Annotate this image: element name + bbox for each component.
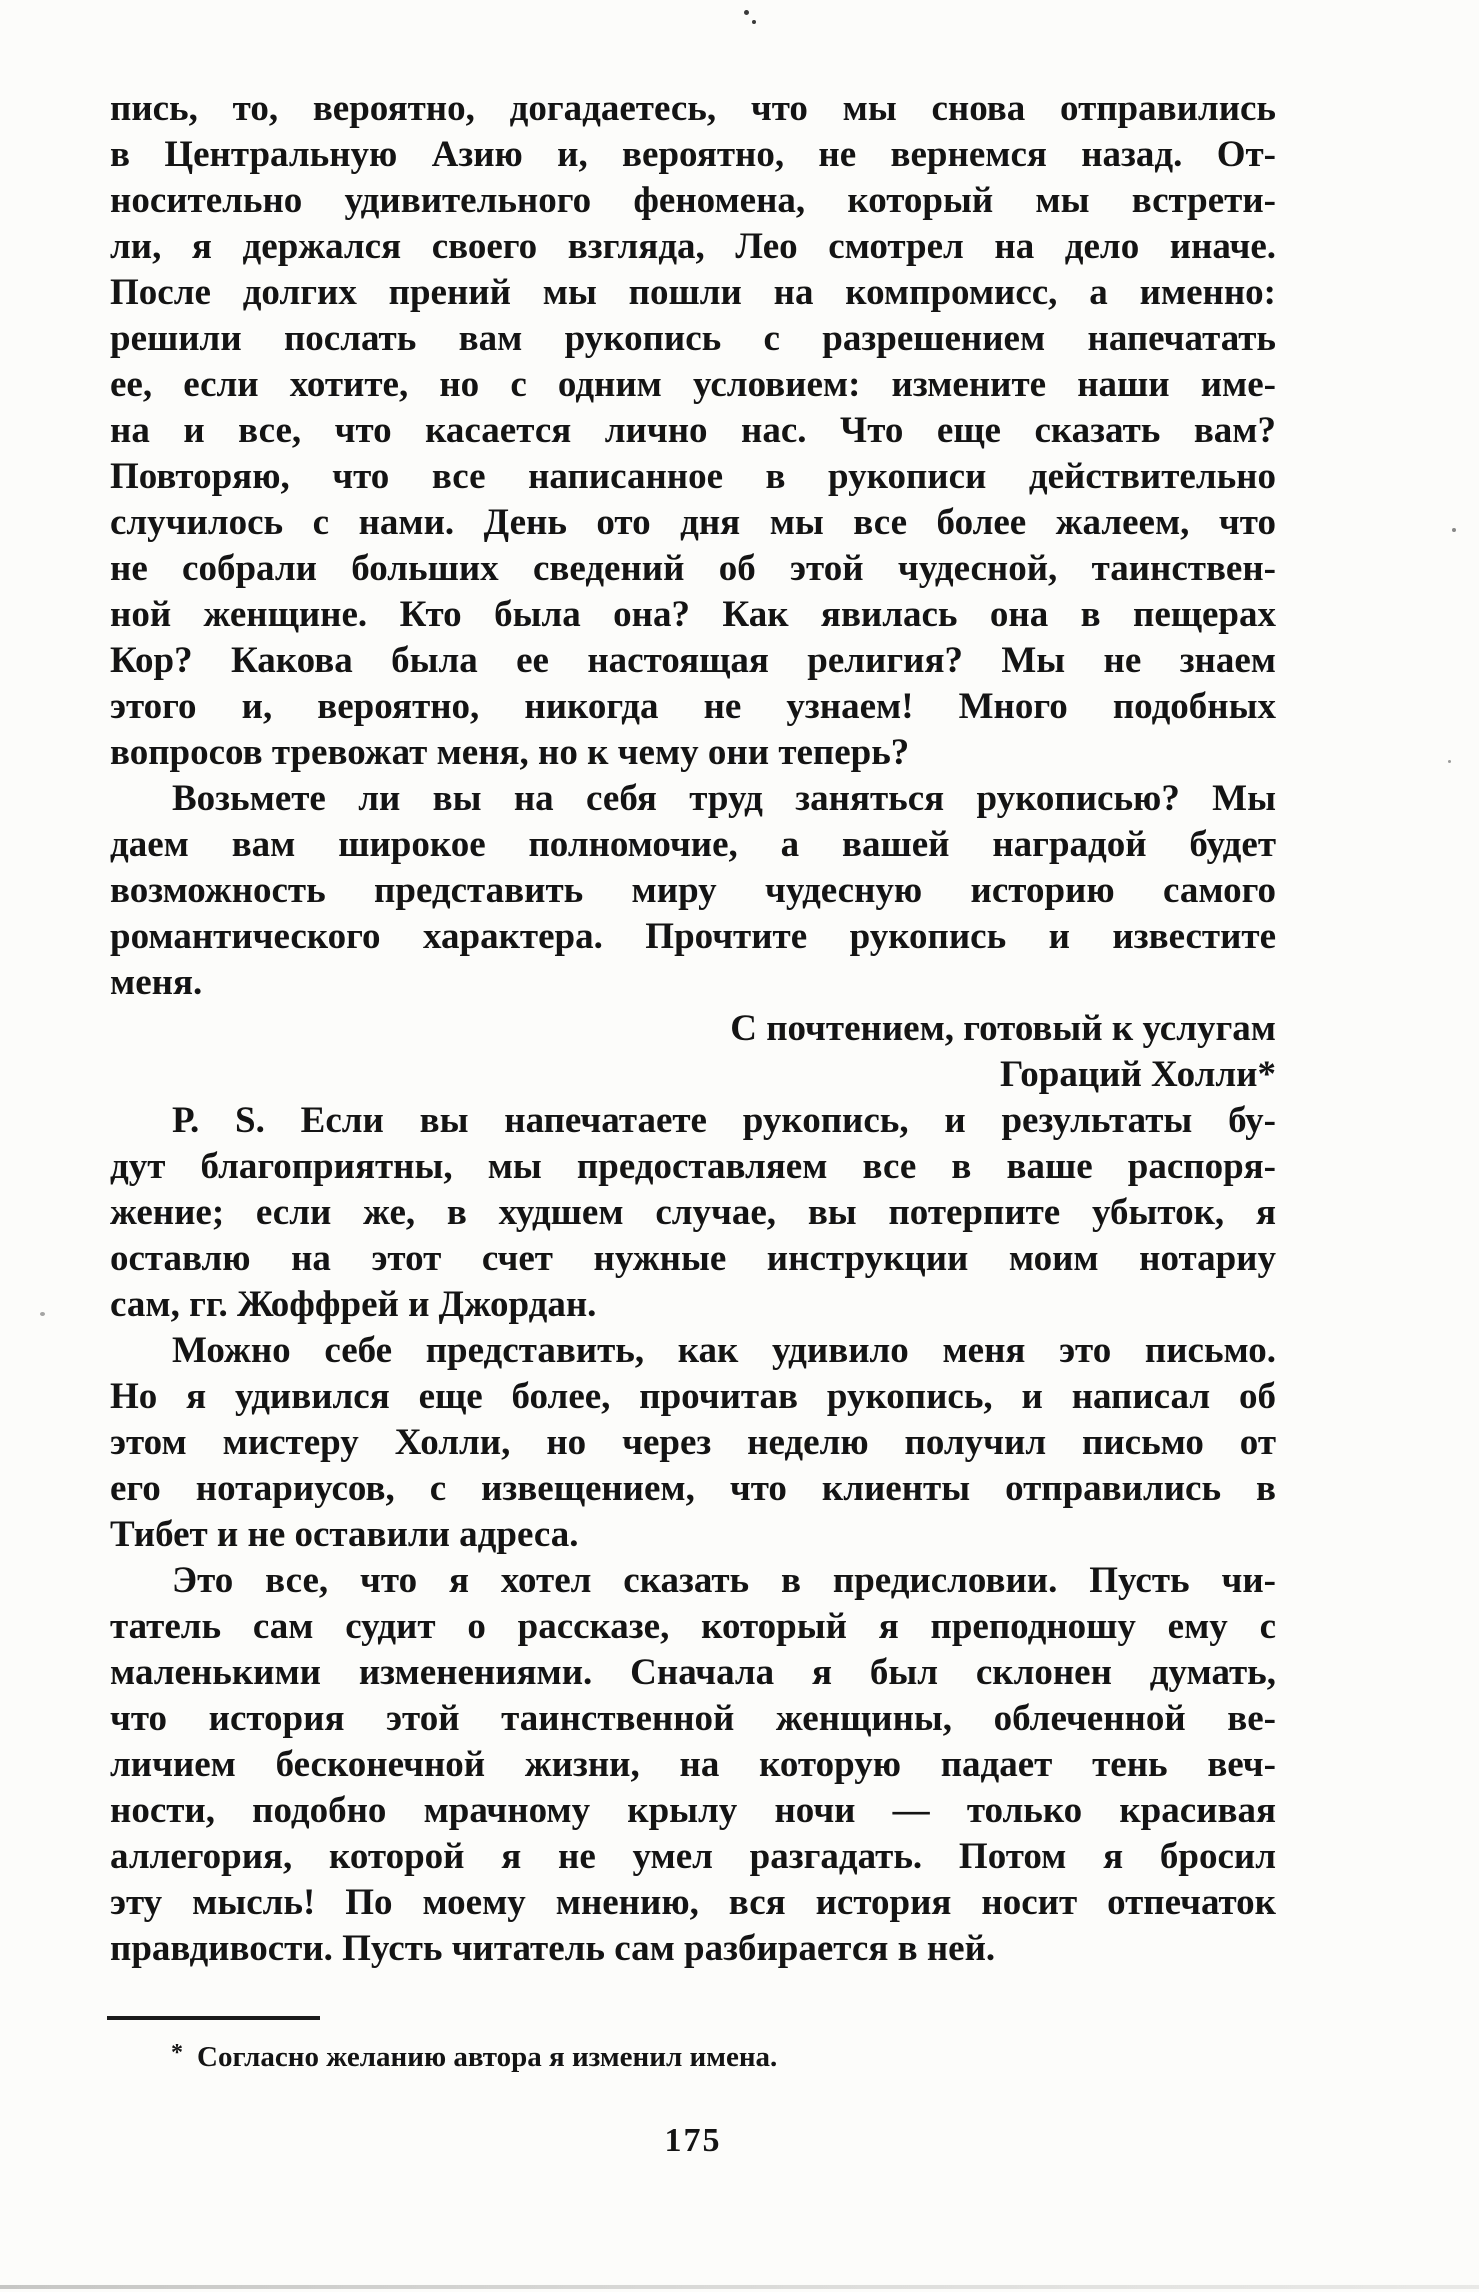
text-line: ности, подобно мрачному крылу ночи — только красивая (110, 1790, 1276, 1831)
text-line: Кор? Какова была ее настоящая религия? Мы не знаем (110, 640, 1276, 681)
text-line: возможность представить миру чудесную историю самого (110, 870, 1276, 911)
text-line: на и все, что касается лично нас. Что еще сказать вам? (110, 410, 1276, 451)
scan-speck (40, 1312, 45, 1316)
scan-speck (1452, 528, 1456, 532)
text-line: в Центральную Азию и, вероятно, не вернемся назад. От- (110, 134, 1276, 175)
text-line: татель сам судит о рассказе, который я преподношу ему с (110, 1606, 1276, 1647)
text-line: Повторяю, что все написанное в рукописи действительно (110, 456, 1276, 497)
text-line: ной женщине. Кто была она? Как явилась она в пещерах (110, 594, 1276, 635)
footnote-divider (107, 2016, 320, 2020)
scan-speck (744, 10, 749, 15)
paragraph (110, 1328, 1276, 1558)
text-line: оставлю на этот счет нужные инструкции моим нотариу (110, 1238, 1276, 1279)
text-line: Это все, что я хотел сказать в предисловии. Пусть чи- (172, 1560, 1276, 1601)
text-line: ли, я держался своего взгляда, Лео смотрел на дело иначе. (110, 226, 1276, 267)
text-line: меня. (110, 962, 203, 1003)
footnote-text: Согласно желанию автора я изменил имена. (197, 2041, 778, 2073)
text-block (110, 86, 1276, 2160)
text-line: носительно удивительного феномена, который мы встрети- (110, 180, 1276, 221)
text-line: маленькими изменениями. Сначала я был склонен думать, (110, 1652, 1276, 1693)
scan-bottom-edge (0, 2285, 1479, 2289)
text-line: дут благоприятны, мы предоставляем все в ваше распоря- (110, 1146, 1276, 1187)
letter-closing (110, 1006, 1276, 1098)
text-line: эту мысль! По моему мнению, вся история носит отпечаток (110, 1882, 1276, 1923)
paragraph-postscript (110, 1098, 1276, 1328)
paragraph-continuation (110, 86, 1276, 776)
text-line: его нотариусов, с извещением, что клиенты отправились в (110, 1468, 1276, 1509)
text-line: решили послать вам рукопись с разрешением напечатать (110, 318, 1276, 359)
text-line: правдивости. Пусть читатель сам разбирается в ней. (110, 1928, 996, 1969)
paragraph (110, 776, 1276, 1006)
text-line: Тибет и не оставили адреса. (110, 1514, 579, 1555)
text-line: ее, если хотите, но с одним условием: измените наши име- (110, 364, 1276, 405)
text-line: Но я удивился еще более, прочитав рукопись, и написал об (110, 1376, 1276, 1417)
closing-signature: Гораций Холли* (999, 1054, 1276, 1095)
text-line: этом мистеру Холли, но через неделю получил письмо от (110, 1422, 1276, 1463)
text-line: После долгих прений мы пошли на компромисс, а именно: (110, 272, 1276, 313)
page-number: 175 (664, 2122, 722, 2159)
text-line: жение; если же, в худшем случае, вы потерпите убыток, я (110, 1192, 1276, 1233)
text-line: романтического характера. Прочтите рукопись и известите (110, 916, 1276, 957)
footnote-marker: * (171, 2040, 183, 2066)
text-line: не собрали больших сведений об этой чудесной, таинствен- (110, 548, 1276, 589)
text-line: Можно себе представить, как удивило меня это письмо. (172, 1330, 1276, 1371)
scan-speck (1448, 760, 1451, 763)
text-line: пись, то, вероятно, догадаетесь, что мы снова отправились (110, 88, 1276, 129)
closing-salutation: С почтением, готовый к услугам (730, 1008, 1276, 1049)
text-line: вопросов тревожат меня, но к чему они теперь? (110, 732, 910, 773)
text-line: что история этой таинственной женщины, облеченной ве- (110, 1698, 1276, 1739)
text-line: даем вам широкое полномочие, а вашей наградой будет (110, 824, 1276, 865)
text-line: сам, гг. Жоффрей и Джордан. (110, 1284, 597, 1325)
text-line: аллегория, которой я не умел разгадать. Потом я бросил (110, 1836, 1276, 1877)
text-line: этого и, вероятно, никогда не узнаем! Много подобных (110, 686, 1276, 727)
scan-speck (752, 20, 756, 24)
footnote (110, 2034, 1276, 2076)
text-line: Р. S. Если вы напечатаете рукопись, и результаты бу- (172, 1100, 1276, 1141)
paragraph (110, 1558, 1276, 1972)
text-line: личием бесконечной жизни, на которую падает тень веч- (110, 1744, 1276, 1785)
text-line: случилось с нами. День ото дня мы все более жалеем, что (110, 502, 1276, 543)
text-line: Возьмете ли вы на себя труд заняться рукописью? Мы (172, 778, 1276, 819)
